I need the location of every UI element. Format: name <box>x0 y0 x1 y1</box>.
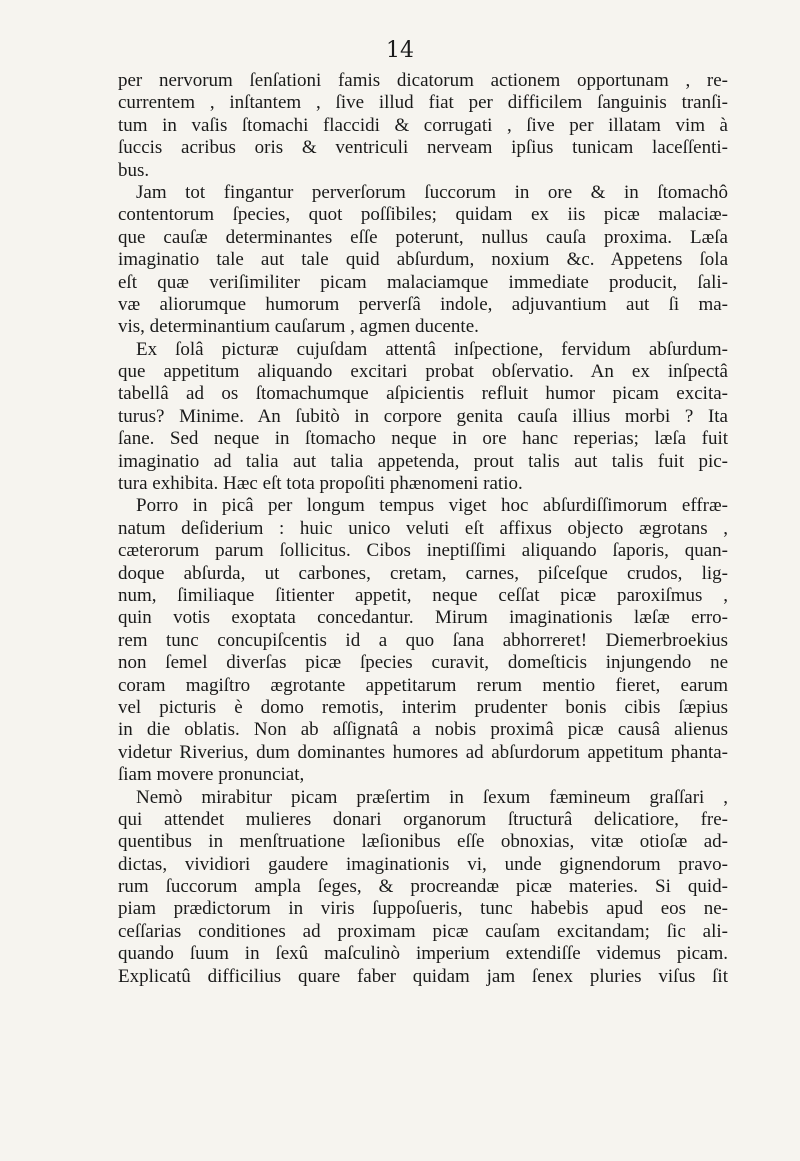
text-line: quin votis exoptata concedantur. Mirum imaginationis læſæ erro- <box>118 607 728 629</box>
page-number: 14 <box>386 38 414 63</box>
text-line: tura exhibita. Hæc eſt tota propoſiti phænomeni ratio. <box>118 473 523 495</box>
text-line: Porro in picâ per longum tempus viget hoc abſurdiſſimorum effræ- <box>136 495 728 517</box>
text-line: væ aliorumque humorum perverſâ indole, adjuvantium aut ſi ma- <box>118 293 728 315</box>
text-line: non ſemel diverſas picæ ſpecies curavit, domeſticis injungendo ne <box>118 652 728 674</box>
text-line: num, ſimiliaque ſitienter appetit, neque ceſſat picæ paroxiſmus , <box>118 584 728 606</box>
text-line: ſuccis acribus oris & ventriculi nerveam ipſius tunicam laceſſenti- <box>118 137 728 159</box>
text-line: videtur Riverius, dum dominantes humores ad abſurdorum appetitum phanta- <box>118 741 728 763</box>
text-line: contentorum ſpecies, quot poſſibiles; quidam ex iis picæ malaciæ- <box>118 204 728 226</box>
text-line: eſt quæ veriſimiliter picam malaciamque immediate producit, ſali- <box>118 271 728 293</box>
text-line: piam prædictorum in viris ſuppoſueris, tunc habebis apud eos ne- <box>118 898 728 920</box>
text-line: que appetitum aliquando excitari probat obſervatio. An ex inſpectâ <box>118 361 728 383</box>
text-line: in die oblatis. Non ab aſſignatâ a nobis proximâ picæ causâ alienus <box>118 719 728 741</box>
text-line: Ex ſolâ picturæ cujuſdam attentâ inſpectione, fervidum abſurdum- <box>136 338 728 360</box>
text-line: ſiam movere pronunciat, <box>118 764 305 786</box>
text-line: ſane. Sed neque in ſtomacho neque in ore hanc reperias; læſa fuit <box>118 428 728 450</box>
text-line: tabellâ ad os ſtomachumque aſpicientis refluit humor picam excita- <box>118 383 728 405</box>
text-line: ceſſarias conditiones ad proximam picæ cauſam excitandam; ſic ali- <box>118 920 728 942</box>
text-line: Explicatû difficilius quare faber quidam jam ſenex pluries viſus ſit <box>118 965 728 987</box>
text-line: natum deſiderium : huic unico veluti eſt affixus objecto ægrotans , <box>118 517 728 539</box>
text-line: doque abſurda, ut carbones, cretam, carnes, piſceſque crudos, lig- <box>118 562 728 584</box>
text-line: rem tunc concupiſcentis id a quo ſana abhorreret! Diemerbroekius <box>118 629 728 651</box>
text-line: rum ſuccorum ampla ſeges, & procreandæ picæ materies. Si quid- <box>118 876 728 898</box>
text-line: coram magiſtro ægrotante appetitarum rerum mentio fieret, earum <box>118 674 728 696</box>
text-line: qui attendet mulieres donari organorum ſtructurâ delicatiore, fre- <box>118 808 728 830</box>
text-line: currentem , inſtantem , ſive illud fiat per difficilem ſanguinis tranſi- <box>118 92 728 114</box>
text-line: vis, determinantium cauſarum , agmen ducente. <box>118 316 479 338</box>
body-text <box>118 70 728 988</box>
text-line: quando ſuum in ſexû maſculinò imperium extendiſſe videmus picam. <box>118 943 728 965</box>
text-line: Jam tot fingantur perverſorum ſuccorum in ore & in ſtomachô <box>136 181 728 203</box>
text-line: bus. <box>118 159 150 181</box>
text-line: quentibus in menſtruatione læſionibus eſſe obnoxias, vitæ otioſæ ad- <box>118 831 728 853</box>
text-line: tum in vaſis ſtomachi flaccidi & corrugati , ſive per illatam vim à <box>118 114 728 136</box>
text-line: vel picturis è domo remotis, interim prudenter bonis cibis ſæpius <box>118 696 728 718</box>
text-line: per nervorum ſenſationi famis dicatorum actionem opportunam , re- <box>118 70 728 91</box>
text-line: imaginatio tale aut tale quid abſurdum, noxium &c. Appetens ſola <box>118 249 728 271</box>
text-line: imaginatio ad talia aut talia appetenda, prout talis aut talis fuit pic- <box>118 450 728 472</box>
text-line: que cauſæ determinantes eſſe poterunt, nullus cauſa proxima. Læſa <box>118 226 728 248</box>
text-line: Nemò mirabitur picam præſertim in ſexum fæmineum graſſari , <box>136 786 728 808</box>
text-line: turus? Minime. An ſubitò in corpore genita cauſa illius morbi ? Ita <box>118 405 728 427</box>
text-line: dictas, vividiori gaudere imaginationis vi, unde gignendorum pravo- <box>118 853 728 875</box>
text-line: cæterorum parum ſollicitus. Cibos ineptiſſimi aliquando ſaporis, quan- <box>118 540 728 562</box>
